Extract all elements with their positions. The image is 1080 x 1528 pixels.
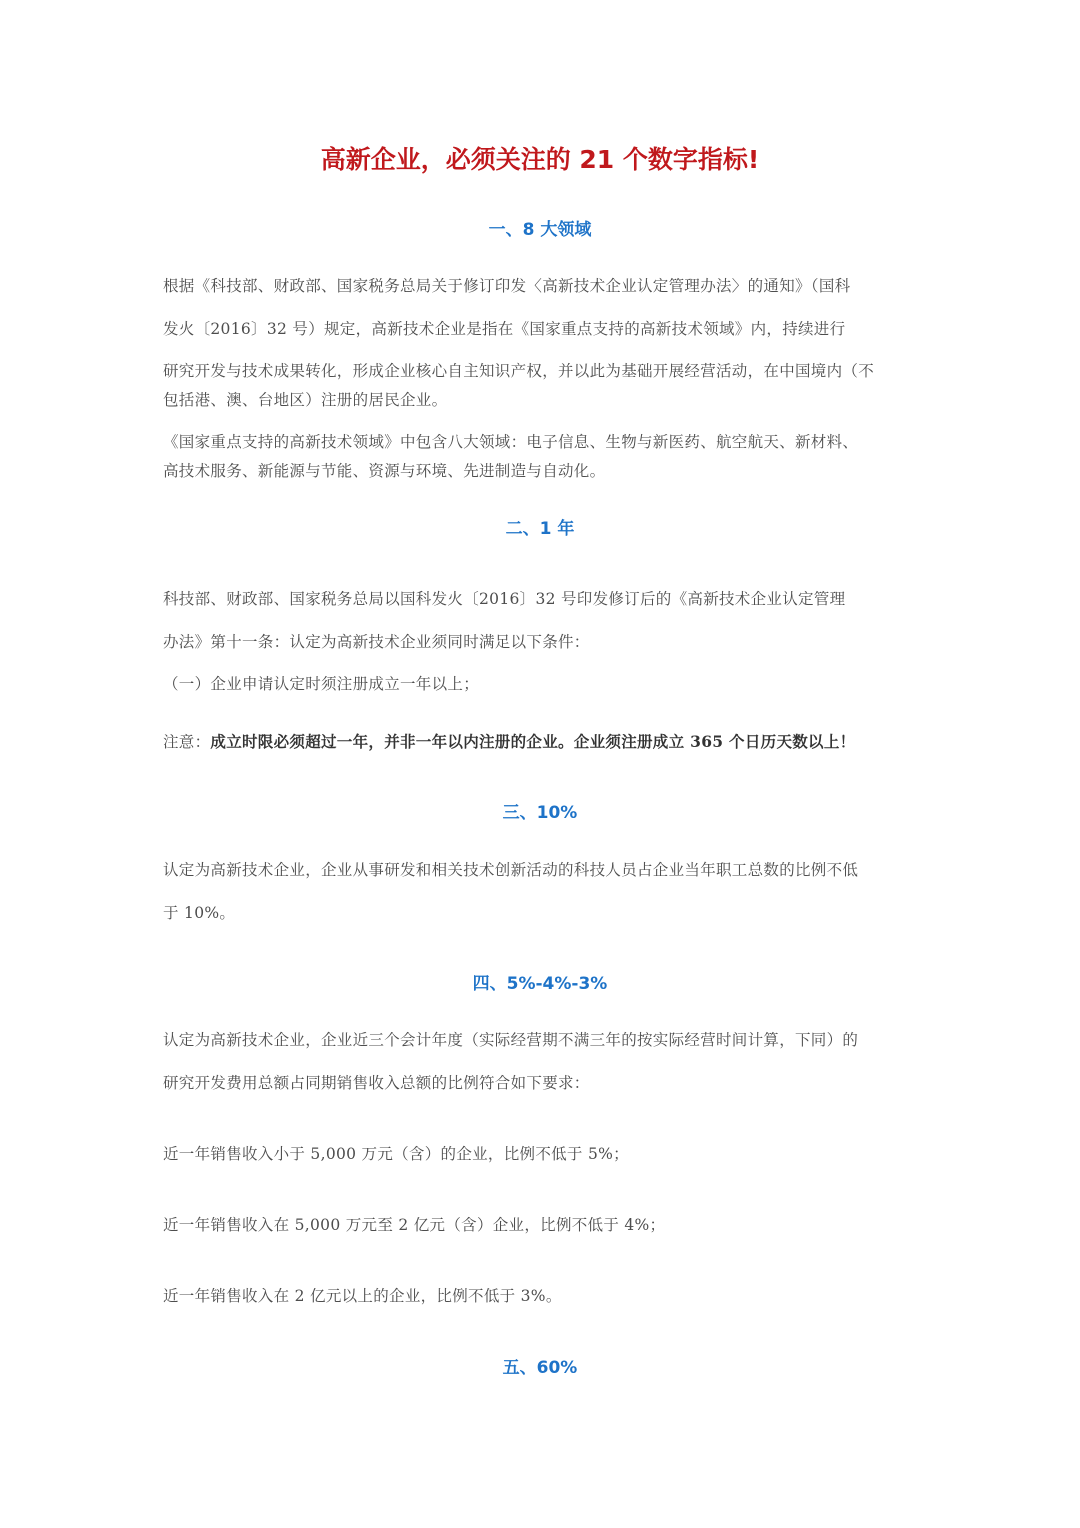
text-line: 《国家重点支持的高新技术领域》中包含八大领域：电子信息、生物与新医药、航空航天、新材料、 (163, 433, 859, 451)
section4-paragraph-1 (163, 1019, 918, 1104)
text-line: 认定为高新技术企业，企业近三个会计年度（实际经营期不满三年的按实际经营时间计算，下同）的 (163, 1031, 859, 1049)
text-line: 于 10%。 (163, 903, 236, 922)
note-text: 成立时限必须超过一年，并非一年以内注册的企业。企业须注册成立 365 个日历天数以上！ (210, 732, 856, 751)
text-line: 高技术服务、新能源与节能、资源与环境、先进制造与自动化。 (163, 462, 606, 480)
section2-paragraph-1 (163, 578, 918, 663)
section4-line-2: 近一年销售收入在 5,000 万元至 2 亿元（含）企业，比例不低于 4%； (163, 1216, 666, 1234)
text-line: 科技部、财政部、国家税务总局以国科发火〔2016〕32 号印发修订后的《高新技术企业认定管理 (163, 590, 846, 608)
section2-note (163, 728, 918, 756)
section-heading-5: 五、60% (502, 1358, 578, 1378)
section-heading-4: 四、5%-4%-3% (472, 974, 608, 994)
text-line: 认定为高新技术企业，企业从事研发和相关技术创新活动的科技人员占企业当年职工总数的比例不低 (163, 861, 859, 879)
note-label: 注意： (163, 733, 211, 751)
article-title: 高新企业，必须关注的 21 个数字指标! (320, 145, 760, 174)
section3-paragraph-1 (163, 849, 918, 934)
section2-item-1: （一）企业申请认定时须注册成立一年以上； (163, 675, 480, 693)
section-heading-3: 三、10% (502, 803, 578, 823)
section1-paragraph-1 (163, 265, 918, 415)
section4-line-1: 近一年销售收入小于 5,000 万元（含）的企业，比例不低于 5%； (163, 1145, 629, 1163)
section1-paragraph-2 (163, 428, 918, 486)
text-line: 根据《科技部、财政部、国家税务总局关于修订印发〈高新技术企业认定管理办法〉的通知》（国科 (163, 277, 851, 295)
section-heading-1: 一、8 大领域 (488, 220, 592, 240)
section-heading-2: 二、1 年 (505, 519, 575, 539)
text-line: 办法》第十一条：认定为高新技术企业须同时满足以下条件： (163, 632, 590, 651)
text-line: 研究开发与技术成果转化，形成企业核心自主知识产权，并以此为基础开展经营活动，在中国境内（不 (163, 362, 875, 380)
text-line: 发火〔2016〕32 号）规定，高新技术企业是指在《国家重点支持的高新技术领域》内，持续进行 (163, 319, 846, 338)
text-line: 包括港、澳、台地区）注册的居民企业。 (163, 391, 448, 409)
text-line: 研究开发费用总额占同期销售收入总额的比例符合如下要求： (163, 1073, 590, 1092)
section4-line-3: 近一年销售收入在 2 亿元以上的企业，比例不低于 3%。 (163, 1287, 562, 1305)
